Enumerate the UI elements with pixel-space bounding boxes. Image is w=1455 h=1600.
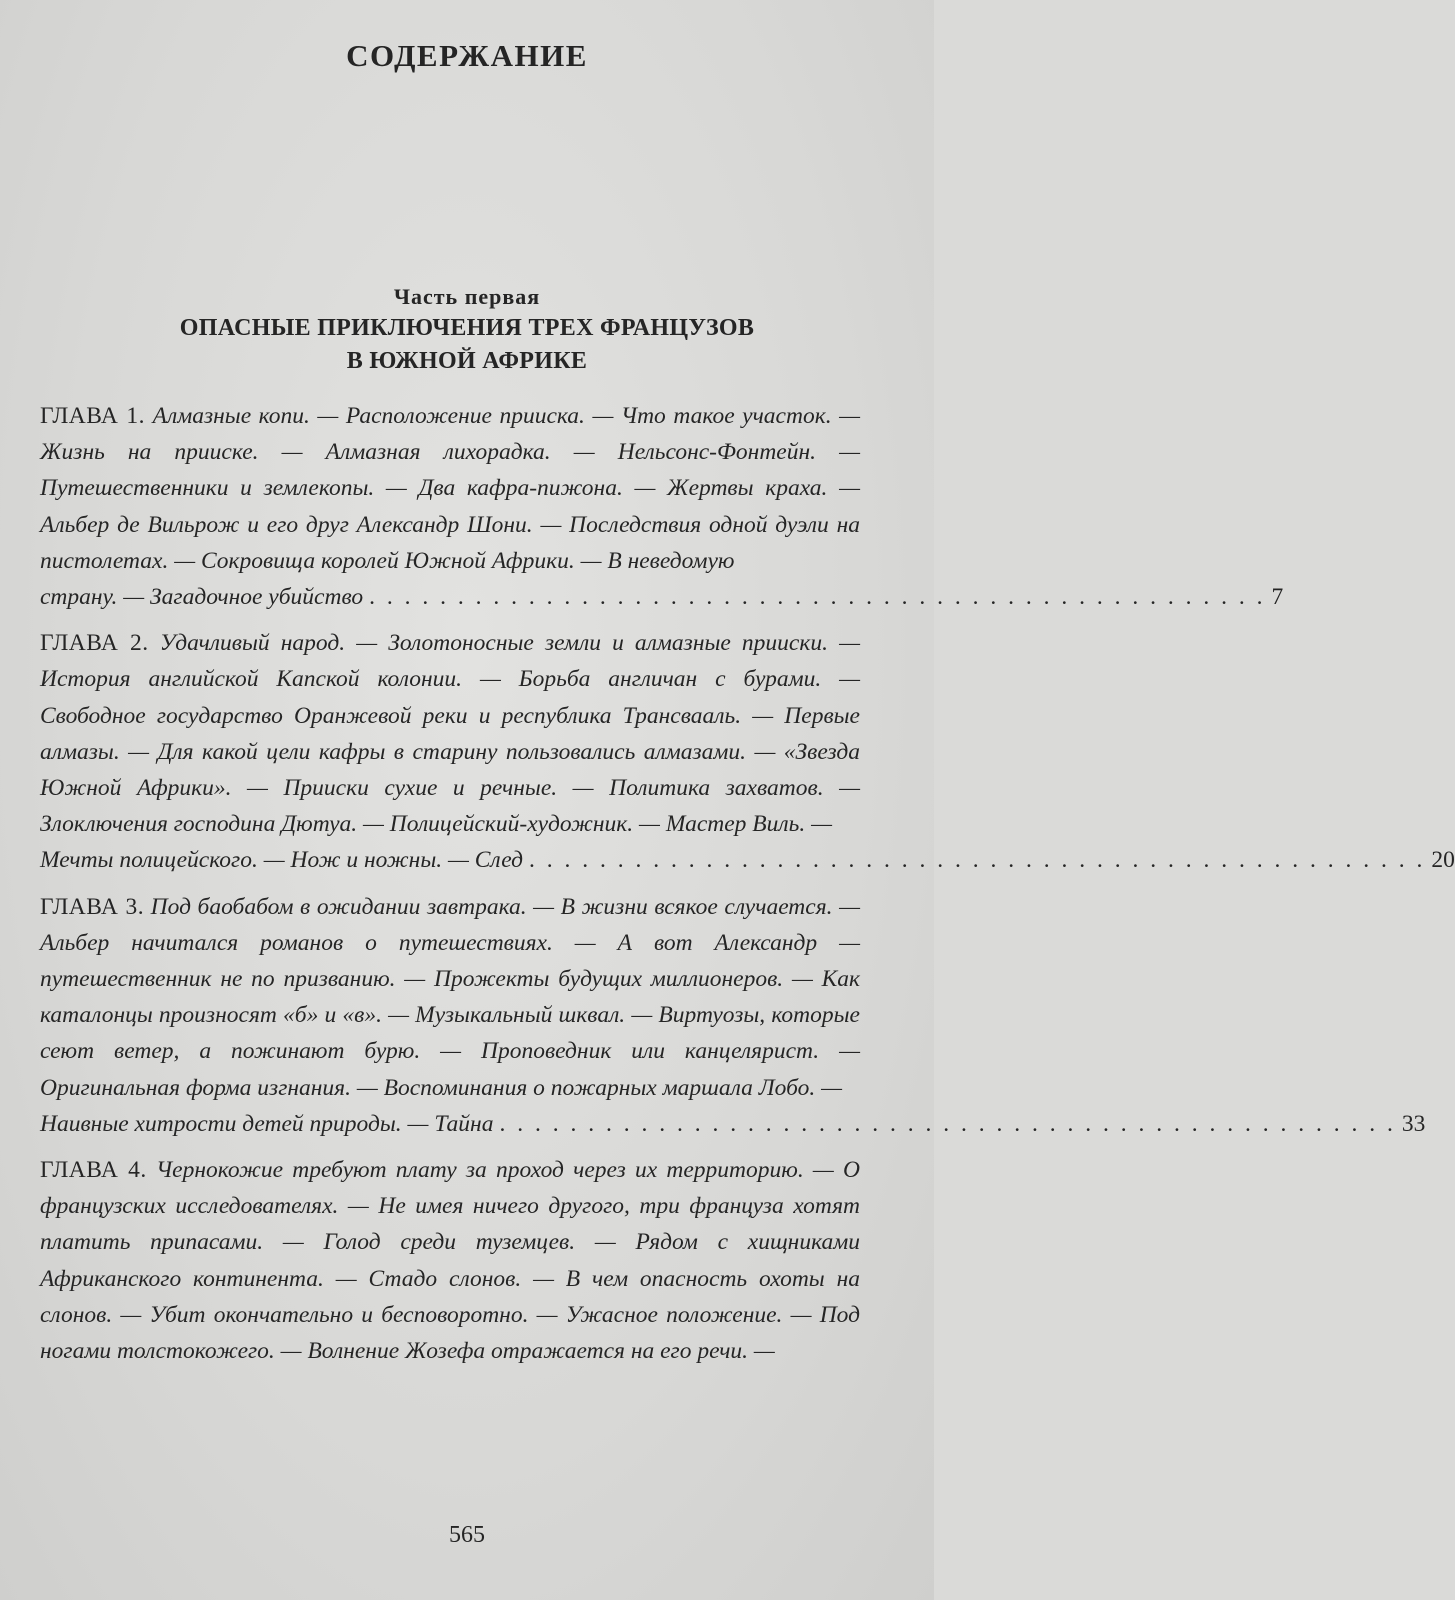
chapter-entry-3 xyxy=(40,889,1426,1142)
chapter-description: Чернокожие требуют плату за проход через их территорию. — О французских исследователях. — Не имея ничего другого, три француза хотят платить припасами. — Голод среди туземцев. — Рядом с хищниками Африканского континента. — Стадо слонов. — В чем опасность охоты на слонов. — Убит окончательно и бесповоротно. — Ужасное положение. — Под ногами толстокожего. — Волнение Жозефа отражается на его речи. — xyxy=(40,1157,860,1365)
chapter-page-ref: 20 xyxy=(1431,847,1455,874)
chapter-description: Удачливый народ. — Золотоносные земли и алмазные прииски. — История английской Капской колонии. — Борьба англичан с бурами. — Свободное государство Оранжевой реки и республика Трансвааль. — Первые алмазы. — Для какой цели кафры в старину пользовались алмазами. — «Звезда Южной Африки». — Прииски сухие и речные. — Политика захватов. — Злоключения господина Дютуа. — Полицейский-художник. — Мастер Виль. — xyxy=(40,630,860,838)
chapter-page-ref: 33 xyxy=(1401,1110,1426,1137)
part-label: Часть первая xyxy=(393,284,541,309)
dot-leader: . . . . . . . . . . . . . . . . . . . . . . . . . . . . . . . . . . . . . . . . . . . . . . . . . . . xyxy=(499,1110,1396,1137)
chapter-number: ГЛАВА 2. xyxy=(40,630,149,657)
chapter-description-tail: Наивные хитрости детей природы. — Тайна xyxy=(40,1110,494,1137)
chapter-number: ГЛАВА 4. xyxy=(40,1157,147,1184)
dot-leader: . . . . . . . . . . . . . . . . . . . . . . . . . . . . . . . . . . . . . . . . . . . . . . . . . . . xyxy=(369,584,1266,611)
page-number: 565 xyxy=(449,1522,485,1548)
chapter-description-tail: страну. — Загадочное убийство xyxy=(40,584,364,611)
part-heading xyxy=(0,282,934,378)
chapter-last-line xyxy=(40,1106,1426,1142)
chapter-number: ГЛАВА 1. xyxy=(40,403,146,429)
chapter-number: ГЛАВА 3. xyxy=(40,893,145,920)
chapter-description: Под баобабом в ожидании завтрака. — В жизни всякое случается. — Альбер начитался романов о путешествиях. — А вот Александр — путешественник не по призванию. — Прожекты будущих миллионеров. — Как каталонцы произносят «б» и «в». — Музыкальный шквал. — Виртуозы, которые сеют ветер, а пожинают бурю. — Проповедник или канцелярист. — Оригинальная форма изгнания. — Воспоминания о пожарных маршала Лобо. — xyxy=(40,893,860,1101)
chapter-last-line xyxy=(40,579,1284,615)
chapter-entry-2 xyxy=(40,625,1455,878)
chapter-list xyxy=(40,398,1455,1379)
chapter-description-tail: Мечты полицейского. — Нож и ножны. — След xyxy=(40,847,523,874)
chapter-page-ref: 7 xyxy=(1271,584,1284,611)
chapter-last-line xyxy=(40,842,1455,878)
page-title: СОДЕРЖАНИЕ xyxy=(346,38,588,73)
part-title-line-1: ОПАСНЫЕ ПРИКЛЮЧЕНИЯ ТРЕХ ФРАНЦУЗОВ xyxy=(179,315,755,341)
chapter-entry-1 xyxy=(40,398,1284,615)
chapter-entry-4 xyxy=(40,1152,860,1369)
dot-leader: . . . . . . . . . . . . . . . . . . . . . . . . . . . . . . . . . . . . . . . . . . . . . . . . . . . xyxy=(529,847,1426,874)
part-title-line-2: В ЮЖНОЙ АФРИКЕ xyxy=(346,348,588,374)
chapter-description: Алмазные копи. — Расположение прииска. — Что такое участок. — Жизнь на прииске. — Алмазная лихорадка. — Нельсонс-Фонтейн. — Путешественники и землекопы. — Два кафра-пижона. — Жертвы краха. — Альбер де Вильрож и его друг Александр Шони. — Последствия одной дуэли на пистолетах. — Сокровища королей Южной Африки. — В неведомую xyxy=(40,403,861,574)
